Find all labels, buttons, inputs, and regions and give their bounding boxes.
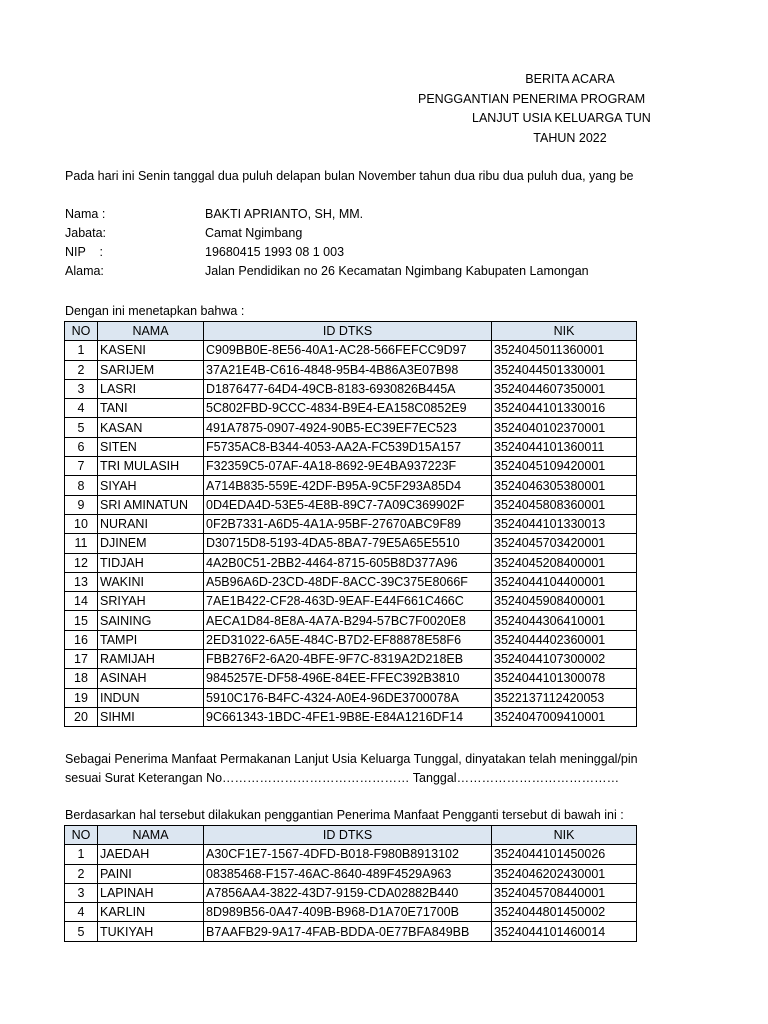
table-row [65,592,637,611]
cell-no: 9 [65,495,98,514]
cell-nama: LAPINAH [98,883,204,902]
cell-nama: KASAN [98,418,204,437]
status-text-2: sesuai Surat Keterangan No……………………………………… Tanggal………………………………… [65,771,620,785]
cell-no: 4 [65,399,98,418]
nama-value: BAKTI APRIANTO, SH, MM. [205,207,364,221]
table-row [65,864,637,883]
cell-nik: 3524045011360001 [492,341,637,360]
table-row [65,418,637,437]
table-row [65,630,637,649]
jabatan-value: Camat Ngimbang [205,226,303,240]
table-row [65,457,637,476]
cell-no: 3 [65,379,98,398]
status-text-1: Sebagai Penerima Manfaat Permakanan Lanjut Usia Keluarga Tunggal, dinyatakan telah meninggal/pin [65,752,638,766]
cell-nik: 3522137112420053 [492,688,637,707]
cell-nik: 3524044801450002 [492,903,637,922]
replacement-recipients-table [64,825,637,942]
table-row [65,495,637,514]
cell-nama: PAINI [98,864,204,883]
header-nik: NIK [492,322,637,341]
cell-no: 6 [65,437,98,456]
cell-nama: SARIJEM [98,360,204,379]
nip-label: NIP : [65,245,103,259]
cell-id-dtks: AECA1D84-8E8A-4A7A-B294-57BC7F0020E8 [204,611,492,630]
cell-nik: 3524044101330016 [492,399,637,418]
table-row [65,553,637,572]
table-row [65,611,637,630]
cell-id-dtks: C909BB0E-8E56-40A1-AC28-566FEFCC9D97 [204,341,492,360]
table-row [65,688,637,707]
header-id-dtks: ID DTKS [204,826,492,845]
cell-id-dtks: 9845257E-DF58-496E-84EE-FFEC392B3810 [204,669,492,688]
cell-nik: 3524044101330013 [492,514,637,533]
cell-nama: SITEN [98,437,204,456]
table2-intro: Berdasarkan hal tersebut dilakukan penggantian Penerima Manfaat Pengganti tersebut di bawah ini : [65,808,624,822]
cell-no: 1 [65,845,98,864]
doc-subtitle-2: LANJUT USIA KELUARGA TUN [472,111,651,125]
nip-value: 19680415 1993 08 1 003 [205,245,345,259]
cell-no: 20 [65,707,98,726]
cell-nama: SRI AMINATUN [98,495,204,514]
cell-id-dtks: A7856AA4-3822-43D7-9159-CDA02882B440 [204,883,492,902]
cell-id-dtks: 5C802FBD-9CCC-4834-B9E4-EA158C0852E9 [204,399,492,418]
cell-nama: KASENI [98,341,204,360]
cell-no: 10 [65,514,98,533]
header-nama: NAMA [98,322,204,341]
table-row [65,514,637,533]
cell-nama: TRI MULASIH [98,457,204,476]
cell-no: 14 [65,592,98,611]
table-header-row [65,826,637,845]
cell-nik: 3524045208400001 [492,553,637,572]
cell-no: 3 [65,883,98,902]
cell-id-dtks: 0D4EDA4D-53E5-4E8B-89C7-7A09C369902F [204,495,492,514]
cell-nik: 3524046305380001 [492,476,637,495]
table-row [65,845,637,864]
intro-paragraph: Pada hari ini Senin tanggal dua puluh delapan bulan November tahun dua ribu dua puluh dua, yang be [65,169,634,183]
table-header-row [65,322,637,341]
alamat-value: Jalan Pendidikan no 26 Kecamatan Ngimbang Kabupaten Lamongan [205,264,589,278]
table-row [65,572,637,591]
cell-nik: 3524047009410001 [492,707,637,726]
cell-id-dtks: 9C661343-1BDC-4FE1-9B8E-E84A1216DF14 [204,707,492,726]
table-row [65,903,637,922]
cell-id-dtks: A30CF1E7-1567-4DFD-B018-F980B8913102 [204,845,492,864]
cell-nik: 3524044306410001 [492,611,637,630]
cell-nik: 3524044402360001 [492,630,637,649]
cell-nama: SIHMI [98,707,204,726]
cell-nik: 3524045908400001 [492,592,637,611]
header-nik: NIK [492,826,637,845]
cell-no: 2 [65,360,98,379]
table-row [65,669,637,688]
doc-title: BERITA ACARA [525,72,615,86]
table-row [65,360,637,379]
table-row [65,379,637,398]
cell-id-dtks: 2ED31022-6A5E-484C-B7D2-EF88878E58F6 [204,630,492,649]
cell-no: 17 [65,650,98,669]
cell-id-dtks: A714B835-559E-42DF-B95A-9C5F293A85D4 [204,476,492,495]
table-row [65,883,637,902]
cell-nik: 3524044501330001 [492,360,637,379]
cell-nama: TANI [98,399,204,418]
cell-id-dtks: A5B96A6D-23CD-48DF-8ACC-39C375E8066F [204,572,492,591]
cell-id-dtks: 08385468-F157-46AC-8640-489F4529A963 [204,864,492,883]
nama-label: Nama : [65,207,106,221]
cell-id-dtks: 4A2B0C51-2BB2-4464-8715-605B8D377A96 [204,553,492,572]
table-row [65,922,637,941]
cell-no: 11 [65,534,98,553]
cell-nama: TUKIYAH [98,922,204,941]
table-row [65,341,637,360]
cell-no: 13 [65,572,98,591]
cell-id-dtks: F5735AC8-B344-4053-AA2A-FC539D15A157 [204,437,492,456]
cell-nik: 3524045708440001 [492,883,637,902]
cell-id-dtks: 5910C176-B4FC-4324-A0E4-96DE3700078A [204,688,492,707]
cell-nik: 3524044101450026 [492,845,637,864]
cell-nama: TAMPI [98,630,204,649]
cell-no: 12 [65,553,98,572]
cell-no: 5 [65,418,98,437]
cell-nik: 3524044101360011 [492,437,637,456]
cell-no: 18 [65,669,98,688]
table-row [65,707,637,726]
cell-nama: DJINEM [98,534,204,553]
cell-id-dtks: FBB276F2-6A20-4BFE-9F7C-8319A2D218EB [204,650,492,669]
cell-id-dtks: 8D989B56-0A47-409B-B968-D1A70E71700B [204,903,492,922]
table-row [65,399,637,418]
cell-nik: 3524045703420001 [492,534,637,553]
cell-id-dtks: 37A21E4B-C616-4848-95B4-4B86A3E07B98 [204,360,492,379]
alamat-label: Alama: [65,264,104,278]
table1-intro: Dengan ini menetapkan bahwa : [65,304,245,318]
cell-nama: ASINAH [98,669,204,688]
cell-id-dtks: F32359C5-07AF-4A18-8692-9E4BA937223F [204,457,492,476]
cell-nama: SAINING [98,611,204,630]
cell-nama: INDUN [98,688,204,707]
cell-nama: SIYAH [98,476,204,495]
cell-nama: TIDJAH [98,553,204,572]
cell-nama: LASRI [98,379,204,398]
cell-nik: 3524045109420001 [492,457,637,476]
cell-id-dtks: D1876477-64D4-49CB-8183-6930826B445A [204,379,492,398]
cell-id-dtks: D30715D8-5193-4DA5-8BA7-79E5A65E5510 [204,534,492,553]
cell-id-dtks: 7AE1B422-CF28-463D-9EAF-E44F661C466C [204,592,492,611]
cell-no: 8 [65,476,98,495]
cell-no: 16 [65,630,98,649]
doc-subtitle-1: PENGGANTIAN PENERIMA PROGRAM [418,92,646,106]
cell-no: 1 [65,341,98,360]
cell-no: 7 [65,457,98,476]
cell-nik: 3524044107300002 [492,650,637,669]
cell-nik: 3524044101460014 [492,922,637,941]
cell-nama: KARLIN [98,903,204,922]
cell-no: 5 [65,922,98,941]
doc-year: TAHUN 2022 [533,131,607,145]
cell-no: 19 [65,688,98,707]
header-no: NO [65,322,98,341]
cell-nama: RAMIJAH [98,650,204,669]
header-id-dtks: ID DTKS [204,322,492,341]
cell-nik: 3524046202430001 [492,864,637,883]
cell-id-dtks: 491A7875-0907-4924-90B5-EC39EF7EC523 [204,418,492,437]
cell-no: 2 [65,864,98,883]
table-row [65,650,637,669]
cell-nik: 3524045808360001 [492,495,637,514]
jabatan-label: Jabata: [65,226,107,240]
cell-id-dtks: 0F2B7331-A6D5-4A1A-95BF-27670ABC9F89 [204,514,492,533]
cell-nama: SRIYAH [98,592,204,611]
table-row [65,437,637,456]
cell-nik: 3524044101300078 [492,669,637,688]
cell-no: 4 [65,903,98,922]
cell-nik: 3524040102370001 [492,418,637,437]
cell-nama: JAEDAH [98,845,204,864]
table-row [65,534,637,553]
cell-nik: 3524044104400001 [492,572,637,591]
cell-nik: 3524044607350001 [492,379,637,398]
cell-nama: NURANI [98,514,204,533]
cell-no: 15 [65,611,98,630]
cell-nama: WAKINI [98,572,204,591]
header-nama: NAMA [98,826,204,845]
table-row [65,476,637,495]
header-no: NO [65,826,98,845]
deceased-recipients-table [64,321,637,727]
cell-id-dtks: B7AAFB29-9A17-4FAB-BDDA-0E77BFA849BB [204,922,492,941]
